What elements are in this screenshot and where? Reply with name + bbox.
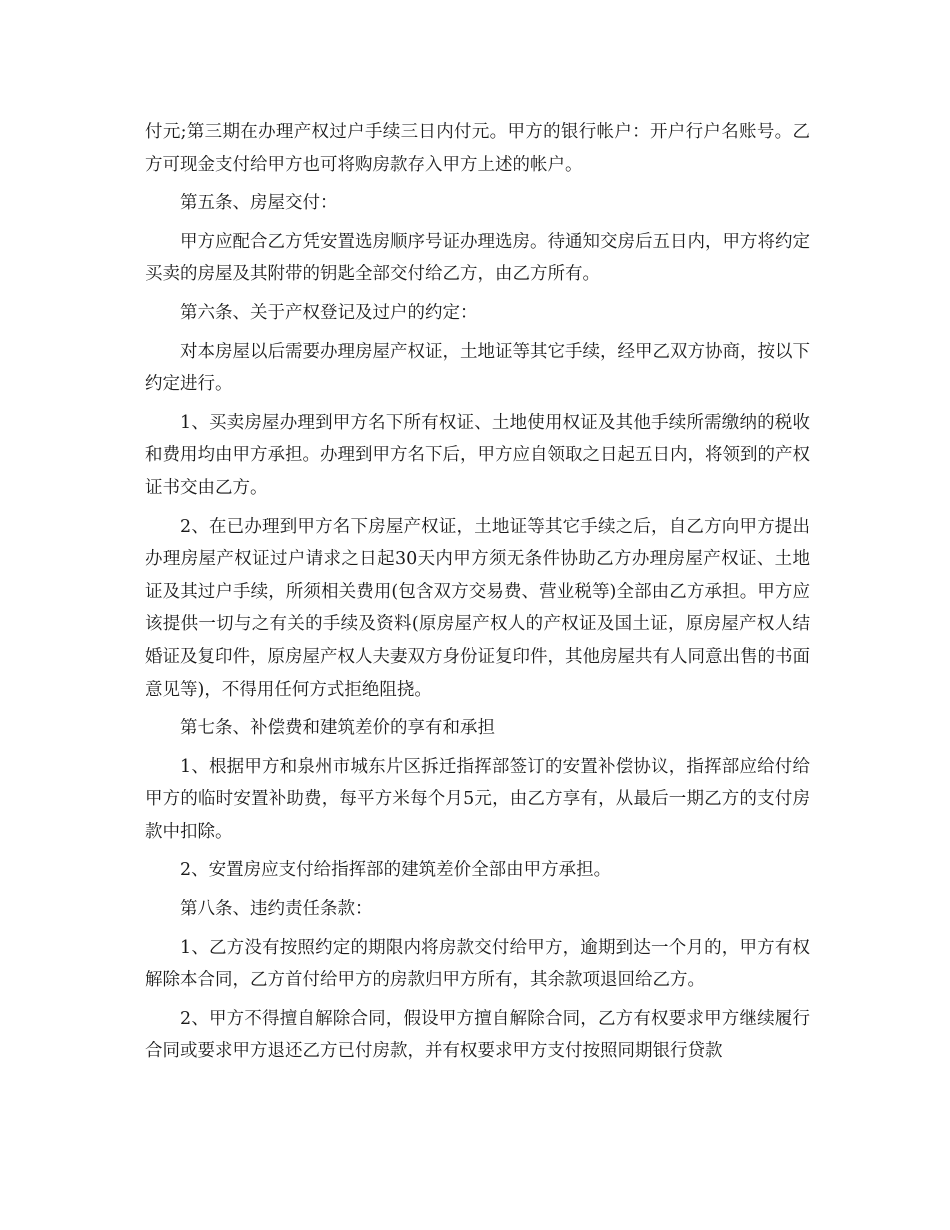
heading-article-6: 第六条、关于产权登记及过户的约定：	[180, 302, 478, 323]
document-body	[145, 116, 810, 1074]
paragraph-house-delivery: 甲方应配合乙方凭安置选房顺序号证办理选房。待通知交房后五日内，甲方将约定买卖的房屋及其附带的钥匙全部交付给乙方，由乙方所有。	[145, 231, 810, 285]
paragraph-title-registration-intro: 对本房屋以后需要办理房屋产权证，土地证等其它手续，经甲乙双方协商，按以下约定进行。	[145, 341, 810, 395]
heading-article-5: 第五条、房屋交付：	[180, 193, 338, 214]
paragraph-clause-8-1: 1、乙方没有按照约定的期限内将房款交付给甲方，逾期到达一个月的，甲方有权解除本合同，乙方首付给甲方的房款归甲方所有，其余款项退回给乙方。	[145, 937, 810, 991]
paragraph-clause-8-2: 2、甲方不得擅自解除合同，假设甲方擅自解除合同，乙方有权要求甲方继续履行合同或要求甲方退还乙方已付房款，并有权要求甲方支付按照同期银行贷款	[145, 1008, 810, 1062]
paragraph-payment-continuation: 付元;第三期在办理产权过户手续三日内付元。甲方的银行帐户：开户行户名账号。乙方可现金支付给甲方也可将购房款存入甲方上述的帐户。	[145, 122, 810, 175]
paragraph-clause-7-2: 2、安置房应支付给指挥部的建筑差价全部由甲方承担。	[180, 860, 612, 881]
paragraph-clause-6-2: 2、在已办理到甲方名下房屋产权证，土地证等其它手续之后，自乙方向甲方提出办理房屋产权证过户请求之日起30天内甲方须无条件协助乙方办理房屋产权证、土地证及其过户手续，所须相关费用(包含双方交易费、营业税等)全部由乙方承担。甲方应该提供一切与之有关的手续及资料(原房屋产权人的产权证及国土证，原房屋产权人结婚证及复印件，原房屋产权人夫妻双方身份证复印件，其他房屋共有人同意出售的书面意见等)，不得用任何方式拒绝阻挠。	[145, 516, 810, 700]
heading-article-8: 第八条、违约责任条款：	[180, 899, 373, 920]
paragraph-clause-7-1: 1、根据甲方和泉州市城东片区拆迁指挥部签订的安置补偿协议，指挥部应给付给甲方的临时安置补助费，每平方米每个月5元，由乙方享有，从最后一期乙方的支付房款中扣除。	[145, 756, 810, 842]
paragraph-clause-6-1: 1、买卖房屋办理到甲方名下所有权证、土地使用权证及其他手续所需缴纳的税收和费用均由甲方承担。办理到甲方名下后，甲方应自领取之日起五日内，将领到的产权证书交由乙方。	[145, 412, 810, 498]
heading-article-7: 第七条、补偿费和建筑差价的享有和承担	[180, 718, 495, 739]
